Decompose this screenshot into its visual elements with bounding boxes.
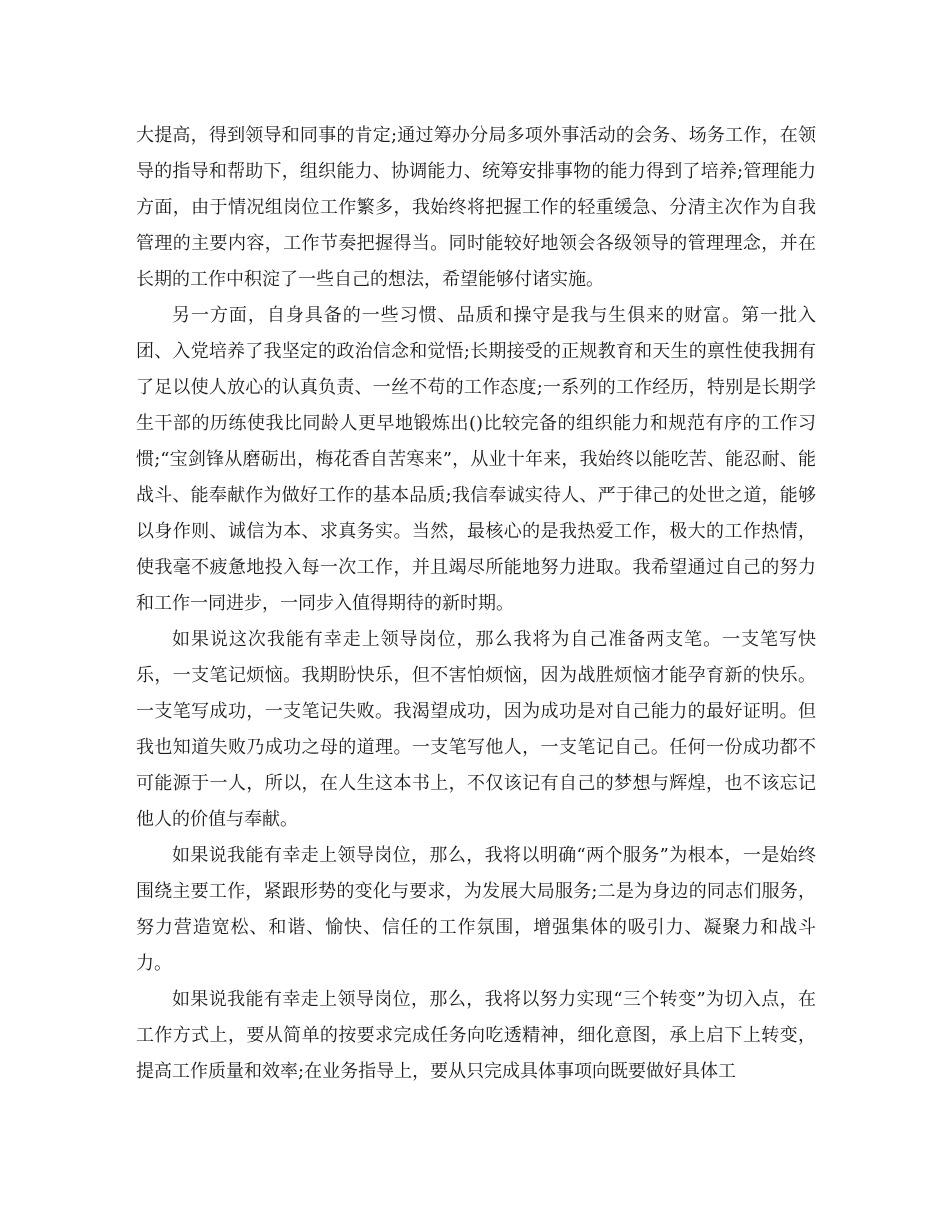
paragraph-4: 如果说我能有幸走上领导岗位，那么，我将以明确“两个服务”为根本，一是始终围绕主要工作，紧跟形势的变化与要求，为发展大局服务;二是为身边的同志们服务，努力营造宽松、和谐、愉快、信任的工作氛围，增强集体的吸引力、凝聚力和战斗力。 [136, 845, 816, 974]
paragraph-5: 如果说我能有幸走上领导岗位，那么，我将以努力实现“三个转变”为切入点，在工作方式上，要从简单的按要求完成任务向吃透精神，细化意图，承上启下上转变，提高工作质量和效率;在业务指导上，要从只完成具体事项向既要做好具体工 [136, 989, 816, 1082]
paragraph-2: 另一方面，自身具备的一些习惯、品质和操守是我与生俱来的财富。第一批入团、入党培养了我坚定的政治信念和觉悟;长期接受的正规教育和天生的禀性使我拥有了足以使人放心的认真负责、一丝不苟的工作态度;一系列的工作经历，特别是长期学生干部的历练使我比同龄人更早地锻炼出()比较完备的组织能力和规范有序的工作习惯;“宝剑锋从磨砺出，梅花香自苦寒来”，从业十年来，我始终以能吃苦、能忍耐、能战斗、能奉献作为做好工作的基本品质;我信奉诚实待人、严于律己的处世之道，能够以身作则、诚信为本、求真务实。当然，最核心的是我热爱工作，极大的工作热情，使我毫不疲惫地投入每一次工作，并且竭尽所能地努力进取。我希望通过自己的努力和工作一同进步，一同步入值得期待的新时期。 [136, 305, 816, 614]
paragraph-3: 如果说这次我能有幸走上领导岗位，那么我将为自己准备两支笔。一支笔写快乐，一支笔记烦恼。我期盼快乐，但不害怕烦恼，因为战胜烦恼才能孕育新的快乐。一支笔写成功，一支笔记失败。我渴望成功，因为成功是对自己能力的最好证明。但我也知道失败乃成功之母的道理。一支笔写他人，一支笔记自己。任何一份成功都不可能源于一人，所以，在人生这本书上，不仅该记有自己的梦想与辉煌，也不该忘记他人的价值与奉献。 [136, 629, 816, 830]
document-body [136, 118, 816, 1090]
paragraph-1: 大提高，得到领导和同事的肯定;通过筹办分局多项外事活动的会务、场务工作，在领导的指导和帮助下，组织能力、协调能力、统筹安排事物的能力得到了培养;管理能力方面，由于情况组岗位工作繁多，我始终将把握工作的轻重缓急、分清主次作为自我管理的主要内容，工作节奏把握得当。同时能较好地领会各级领导的管理理念，并在长期的工作中积淀了一些自己的想法，希望能够付诸实施。 [136, 125, 816, 290]
